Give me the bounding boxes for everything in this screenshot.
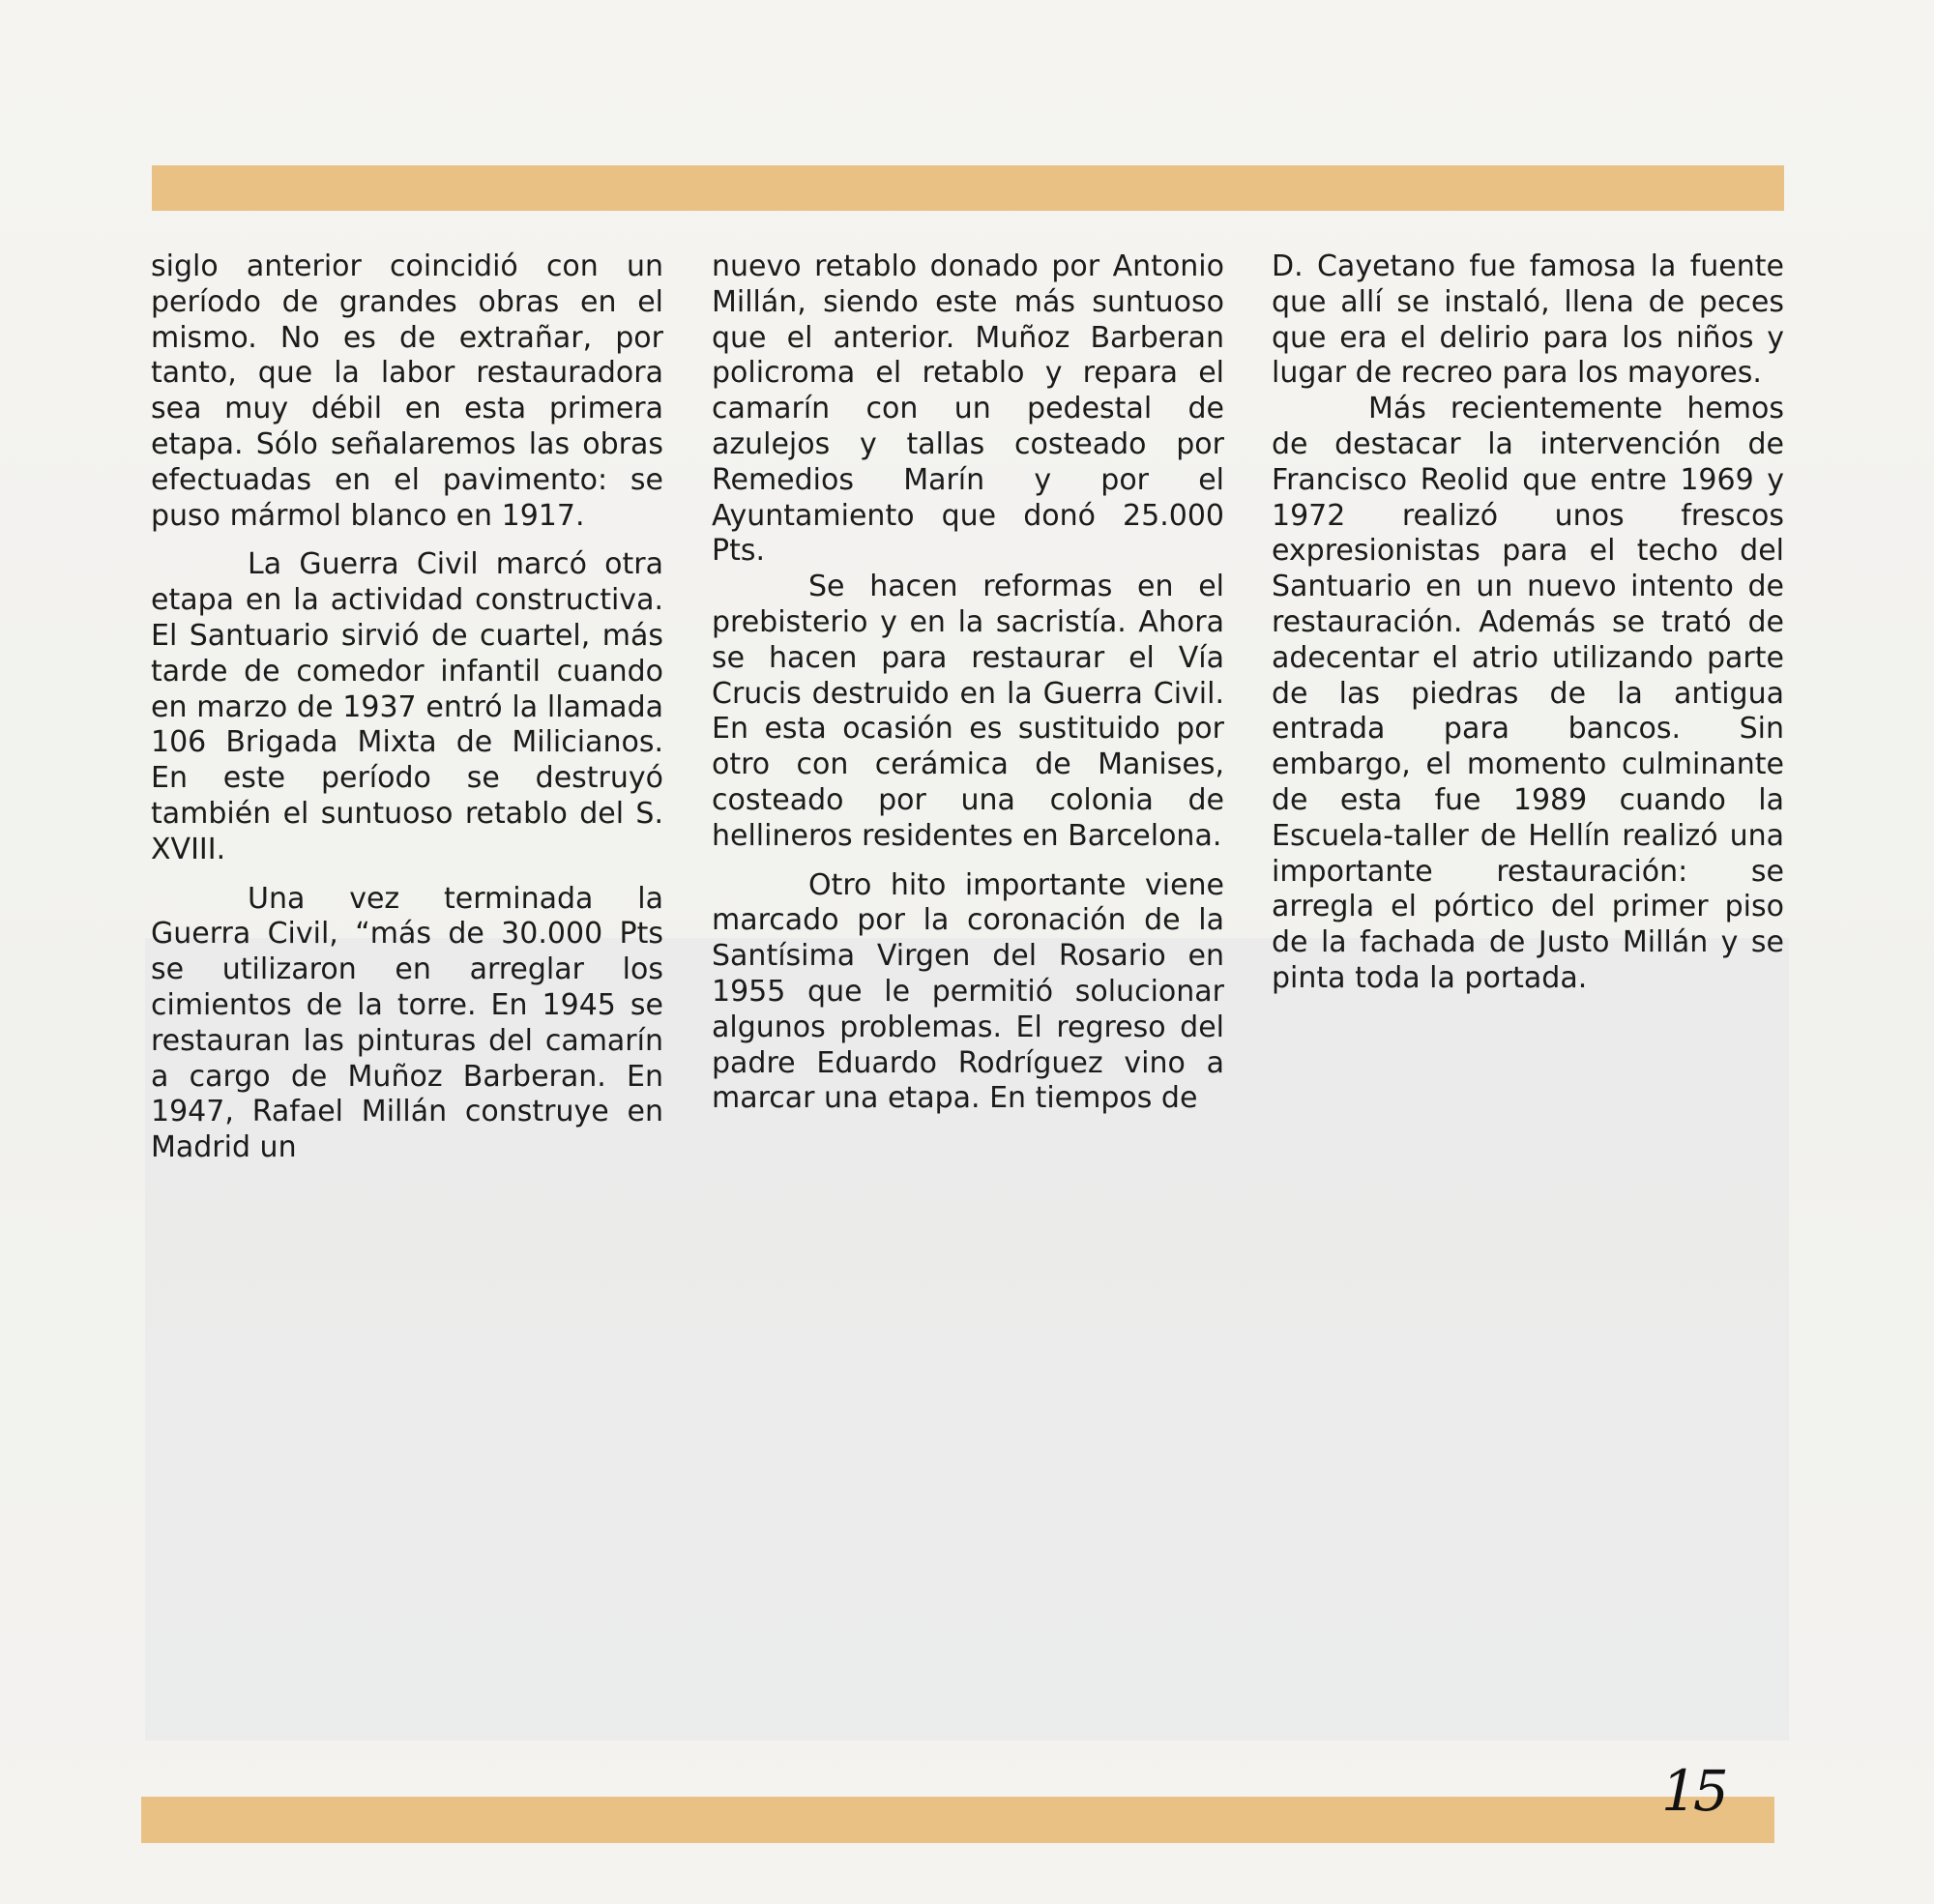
paragraph: nuevo retablo donado por Antonio Millán, siendo este más suntuoso que el anterior. Muñoz Barberan policroma el retablo y repara el camarín con un pedestal de azulejos y tallas costeado por Remedios Marín y por el Ayuntamiento que donó 25.000 Pts.: [712, 249, 1224, 569]
top-decorative-band: [152, 165, 1784, 211]
paragraph: Una vez terminada la Guerra Civil, “más de 30.000 Pts se utilizaron en arreglar los cimientos de la torre. En 1945 se restauran las pinturas del camarín a cargo de Muñoz Barberan. En 1947, Rafael Millán construye en Madrid un: [151, 881, 663, 1165]
paragraph: Otro hito importante viene marcado por la coronación de la Santísima Virgen del Rosario en 1955 que le permitió solucionar algunos problemas. El regreso del padre Eduardo Rodríguez vino a marcar una etapa. En tiempos de: [712, 867, 1224, 1116]
bottom-decorative-band: [141, 1797, 1774, 1843]
paragraph: siglo anterior coincidió con un período de grandes obras en el mismo. No es de extrañar, por tanto, que la labor restauradora sea muy débil en esta primera etapa. Sólo señalaremos las obras efectuadas en el pavimento: se puso mármol blanco en 1917.: [151, 249, 663, 533]
paragraph: La Guerra Civil marcó otra etapa en la actividad constructiva. El Santuario sirvió de cuartel, más tarde de comedor infantil cuando en marzo de 1937 entró la llamada 106 Brigada Mixta de Milicianos. En este período se destruyó también el suntuoso retablo del S. XVIII.: [151, 547, 663, 866]
text-column-1: [151, 249, 663, 1166]
page-number: 15: [1661, 1758, 1725, 1824]
paragraph: Más recientemente hemos de destacar la intervención de Francisco Reolid que entre 1969 y 1972 realizó unos frescos expresionistas para el techo del Santuario en un nuevo intento de restauración. Además se trató de adecentar el atrio utilizando parte de las piedras de la antigua entrada para bancos. Sin embargo, el momento culminante de esta fue 1989 cuando la Escuela-taller de Hellín realizó una importante restauración: se arregla el pórtico del primer piso de la fachada de Justo Millán y se pinta toda la portada.: [1272, 392, 1784, 995]
paragraph: Se hacen reformas en el prebisterio y en la sacristía. Ahora se hacen para restaurar el Vía Crucis destruido en la Guerra Civil. En esta ocasión es sustituido por otro con cerámica de Manises, costeado por una colonia de hellineros residentes en Barcelona.: [712, 570, 1224, 853]
paragraph: D. Cayetano fue famosa la fuente que allí se instaló, llena de peces que era el delirio para los niños y lugar de recreo para los mayores.: [1272, 249, 1784, 391]
text-column-2: [712, 249, 1224, 1117]
text-column-3: [1272, 249, 1784, 997]
